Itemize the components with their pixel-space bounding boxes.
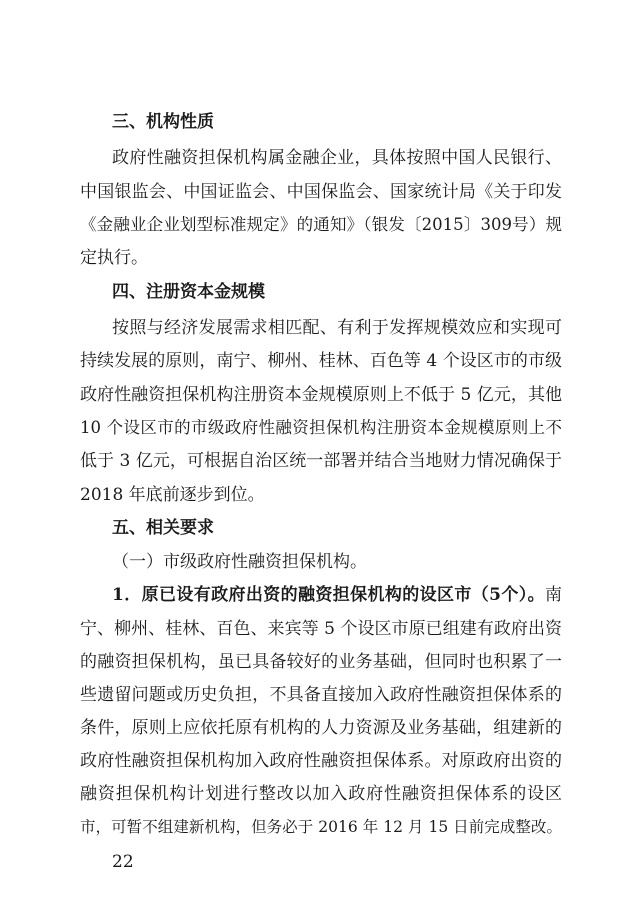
- paragraph-line: 政府性融资担保机构属金融企业，具体按照中国人民银行、: [112, 148, 562, 168]
- paragraph-line: 宁、柳州、桂林、百色、来宾等 5 个设区市原已组建有政府出资: [80, 619, 562, 639]
- page-number: 22: [112, 852, 134, 872]
- paragraph-line: [112, 583, 562, 607]
- paragraph-line: 按照与经济发展需求相匹配、有利于发挥规模效应和实现可: [112, 318, 562, 338]
- subsection-heading: （一）市级政府性融资担保机构。: [112, 552, 367, 572]
- item-lead-tail: 南: [545, 585, 562, 605]
- paragraph-line: 定执行。: [80, 248, 148, 268]
- paragraph-line: 融资担保机构计划进行整改以加入政府性融资担保体系的设区: [80, 784, 562, 804]
- item-lead: 1．原已设有政府出资的融资担保机构的设区市（5个）。: [112, 585, 545, 605]
- paragraph-line: 10 个设区市的市级政府性融资担保机构注册资本金规模原则上不: [80, 418, 562, 437]
- section-heading-3: 三、机构性质: [112, 112, 214, 132]
- paragraph-line: 市，可暂不组建新机构，但务必于 2016 年 12 月 15 日前完成整改。: [80, 818, 562, 836]
- paragraph-line: 持续发展的原则，南宁、柳州、桂林、百色等 4 个设区市的市级: [80, 351, 562, 371]
- paragraph-line: 低于 3 亿元，可根据自治区统一部署并结合当地财力情况确保于: [80, 451, 562, 471]
- section-heading-4: 四、注册资本金规模: [112, 282, 265, 302]
- paragraph-line: 的融资担保机构，虽已具备较好的业务基础，但同时也积累了一: [80, 652, 562, 672]
- paragraph-line: 些遗留问题或历史负担，不具备直接加入政府性融资担保体系的: [80, 685, 562, 705]
- paragraph-line: 2018 年底前逐步到位。: [80, 485, 265, 505]
- paragraph-line: 条件，原则上应依托原有机构的人力资源及业务基础，组建新的: [80, 718, 562, 738]
- paragraph-line: 中国银监会、中国证监会、中国保监会、国家统计局《关于印发: [80, 182, 562, 202]
- paragraph-line: 《金融业企业划型标准规定》的通知》（银发〔2015〕309号）规: [80, 215, 562, 234]
- paragraph-line: 政府性融资担保机构加入政府性融资担保体系。对原政府出资的: [80, 751, 562, 771]
- paragraph-line: 政府性融资担保机构注册资本金规模原则上不低于 5 亿元，其他: [80, 385, 562, 405]
- section-heading-5: 五、相关要求: [112, 518, 214, 538]
